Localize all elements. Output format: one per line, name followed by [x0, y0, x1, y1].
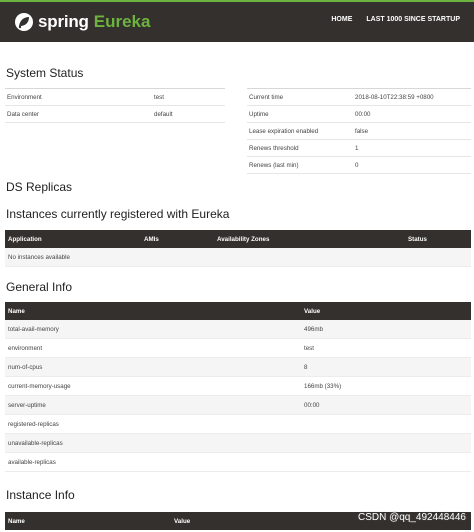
instance-info-heading: Instance Info [6, 488, 75, 502]
top-navbar [0, 0, 474, 42]
table-row [5, 434, 471, 453]
name-cell: current-memory-usage [5, 377, 301, 396]
value-cell [301, 453, 471, 472]
nav-home-link[interactable]: HOME [331, 16, 353, 23]
column-header: Name [5, 512, 171, 530]
key-cell: Uptime [247, 106, 353, 123]
brand-logo-link[interactable] [14, 8, 150, 36]
value-cell: 1 [353, 140, 471, 157]
column-header: Value [301, 302, 471, 320]
column-header: Value [171, 512, 471, 530]
table-row [5, 396, 471, 415]
name-cell: available-replicas [5, 453, 301, 472]
value-cell: 2018-08-10T22:38:59 +0800 [353, 89, 471, 106]
key-cell: Lease expiration enabled [247, 123, 353, 140]
system-status-heading: System Status [6, 66, 84, 80]
name-cell: server-uptime [5, 396, 301, 415]
value-cell: false [353, 123, 471, 140]
key-cell: Environment [5, 89, 152, 106]
instances-table [5, 230, 471, 267]
value-cell: 00:00 [353, 106, 471, 123]
table-row [5, 106, 225, 123]
name-cell: num-of-cpus [5, 358, 301, 377]
table-header-row [5, 302, 471, 320]
value-cell: test [152, 89, 225, 106]
nav-links [317, 16, 460, 23]
value-cell [301, 434, 471, 453]
key-cell: Renews (last min) [247, 157, 353, 174]
empty-message: No instances available [5, 248, 471, 267]
key-cell: Data center [5, 106, 152, 123]
name-cell: environment [5, 339, 301, 358]
spring-leaf-icon [14, 12, 34, 32]
general-info-heading: General Info [6, 280, 73, 294]
table-row [5, 248, 471, 267]
brand-spring-text: spring [38, 12, 89, 31]
table-row [5, 339, 471, 358]
value-cell: 166mb (33%) [301, 377, 471, 396]
system-status-right-table [247, 88, 471, 174]
table-row [247, 123, 471, 140]
column-header: Availability Zones [214, 230, 405, 248]
value-cell: 8 [301, 358, 471, 377]
table-row [247, 157, 471, 174]
name-cell: unavailable-replicas [5, 434, 301, 453]
column-header: Name [5, 302, 301, 320]
value-cell: 0 [353, 157, 471, 174]
key-cell: Current time [247, 89, 353, 106]
nav-last-1000-link[interactable]: LAST 1000 SINCE STARTUP [366, 16, 460, 23]
table-row [5, 358, 471, 377]
column-header: Status [405, 230, 471, 248]
csdn-watermark: CSDN @qq_492448446 [357, 512, 466, 523]
table-row [5, 89, 225, 106]
column-header: AMIs [141, 230, 214, 248]
value-cell [301, 415, 471, 434]
key-cell: Renews threshold [247, 140, 353, 157]
table-row [5, 415, 471, 434]
ds-replicas-heading: DS Replicas [6, 180, 73, 194]
value-cell: test [301, 339, 471, 358]
table-row [5, 377, 471, 396]
name-cell: total-avail-memory [5, 320, 301, 339]
column-header: Application [5, 230, 141, 248]
brand-eureka-text: Eureka [93, 12, 151, 31]
general-info-table [5, 302, 471, 472]
value-cell: 00:00 [301, 396, 471, 415]
table-row [247, 140, 471, 157]
table-row [5, 453, 471, 472]
instances-heading: Instances currently registered with Eureka [6, 207, 230, 221]
table-row [5, 320, 471, 339]
table-row [247, 106, 471, 123]
system-status-left-table [5, 88, 225, 123]
value-cell: default [152, 106, 225, 123]
table-header-row [5, 230, 471, 248]
value-cell: 496mb [301, 320, 471, 339]
table-row [247, 89, 471, 106]
name-cell: registered-replicas [5, 415, 301, 434]
